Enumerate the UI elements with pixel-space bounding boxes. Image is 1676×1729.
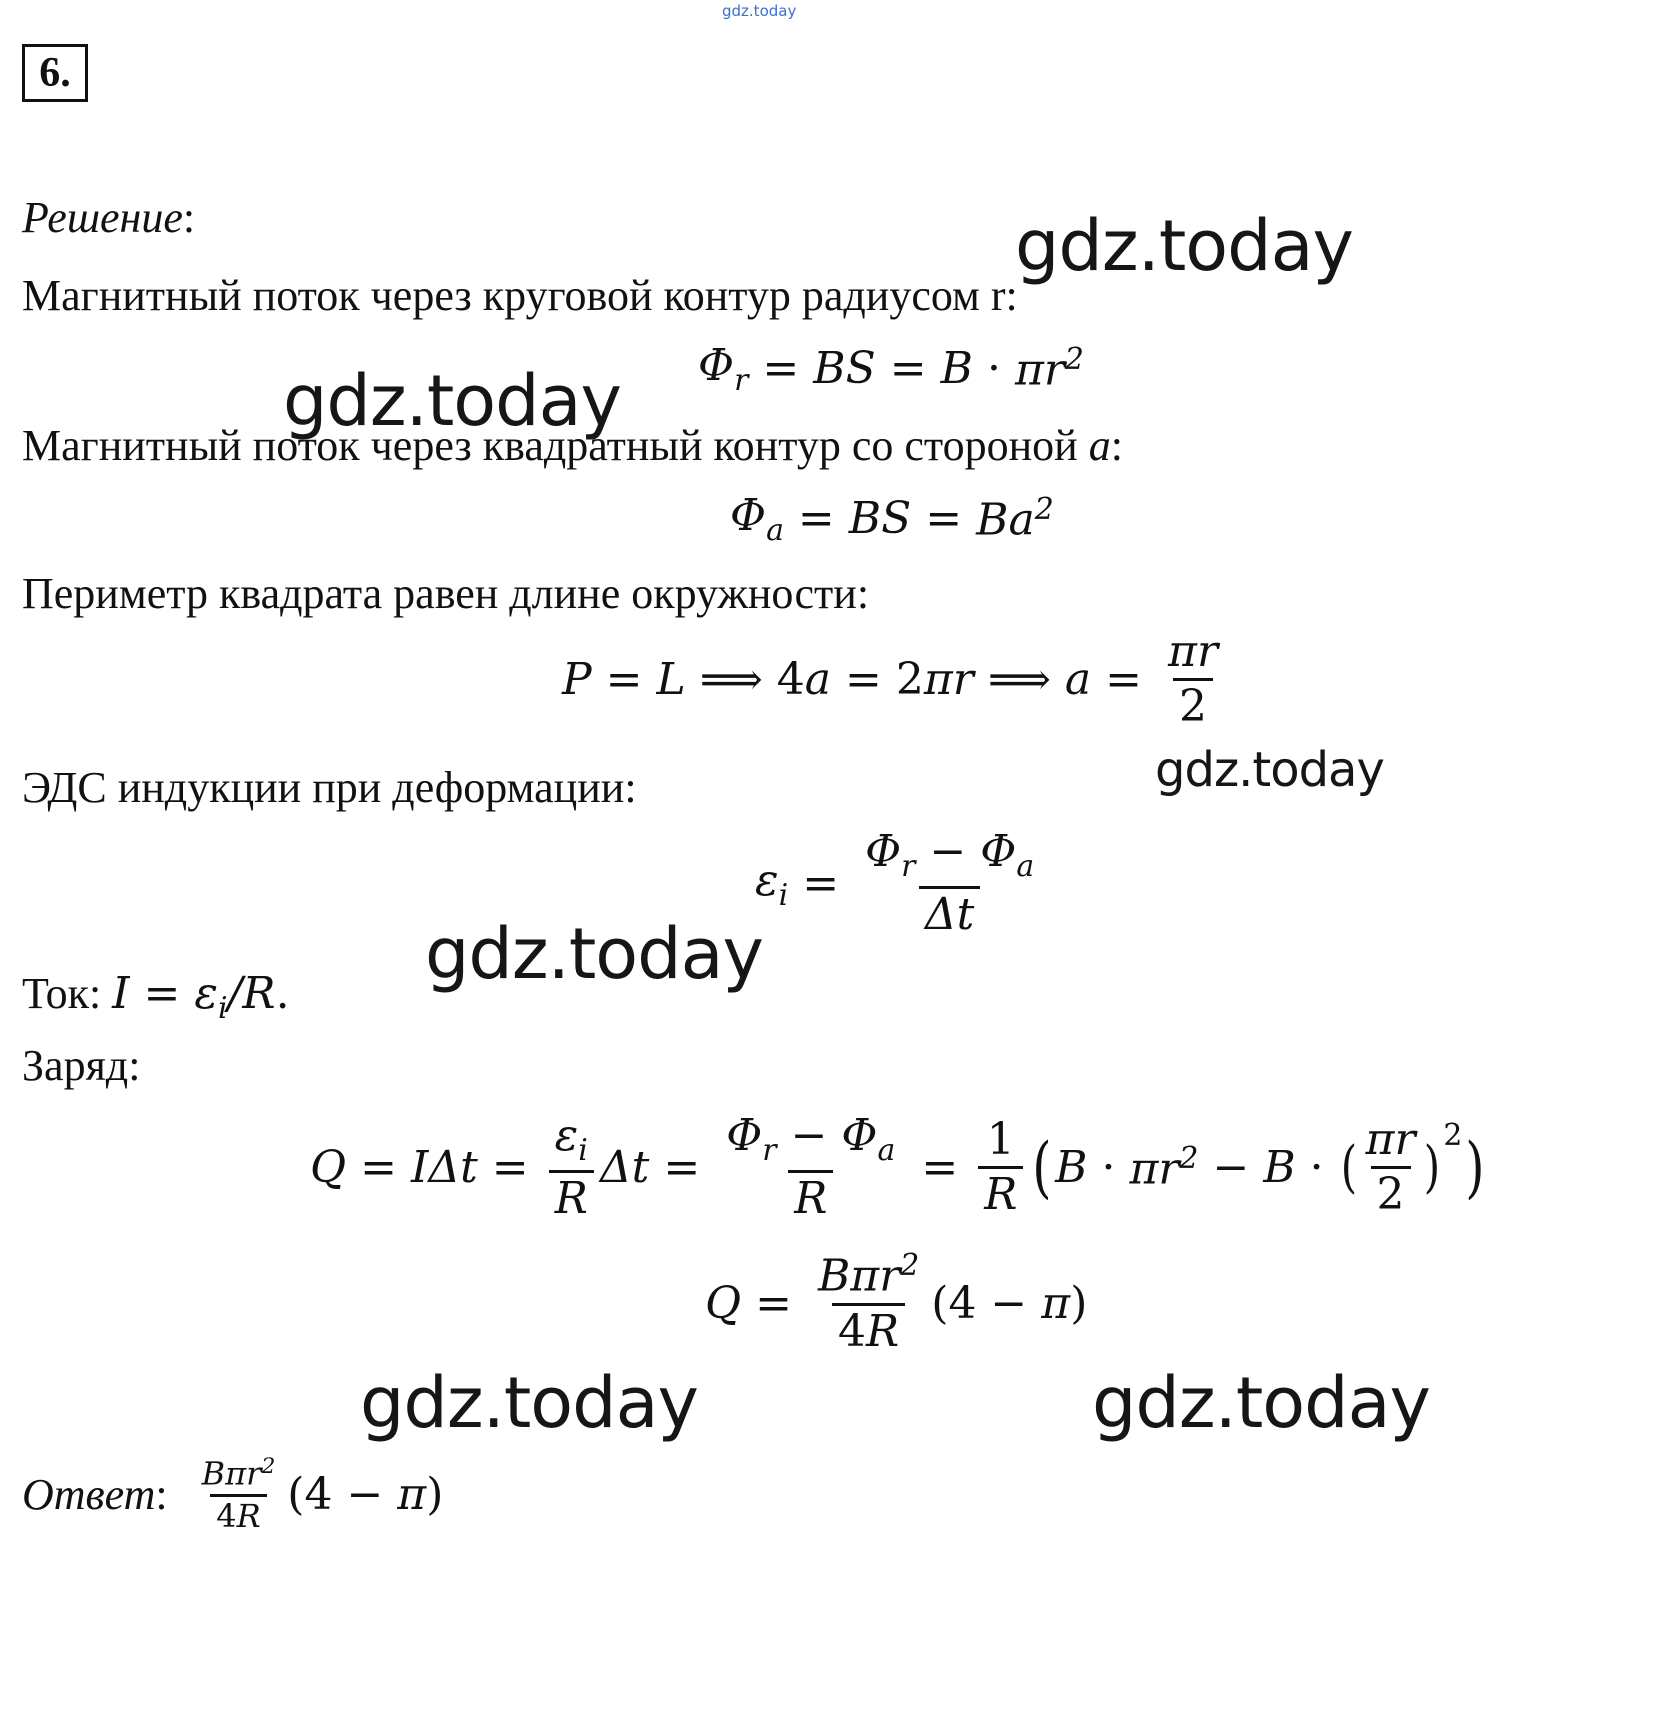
solution-heading: Решение: <box>22 193 196 242</box>
formula-flux-square: $\Phi_a$ = BS = Ba$^2$ <box>730 490 1054 548</box>
text-perimeter: Периметр квадрата равен длине окружности: <box>22 569 870 618</box>
formula-charge: Q = IΔt = $\frac{\varepsilon_i}{R}$ Δt = $\frac{\Phi_r - \Phi_a}{R}$ = $\frac{1}{R}$ ( B · $\pi r^2$ − B · ( $\frac{\pi r}{2}$ ) $^2$ ) <box>310 1110 1485 1224</box>
watermark: gdz.today <box>283 360 621 442</box>
text-flux-square: Магнитный поток через квадратный контур со стороной a: <box>22 421 1123 470</box>
formula-charge-result: Q = $\frac{B\pi r^2}{4R}$ (4 − π) <box>705 1248 1088 1358</box>
formula-emf: $\varepsilon_i$ = $\frac{\Phi_r - \Phi_a}{\Delta t}$ <box>755 826 1035 940</box>
watermark: gdz.today <box>1092 1362 1430 1444</box>
watermark: gdz.today <box>360 1362 698 1444</box>
watermark: gdz.today <box>425 913 763 995</box>
header-watermark: gdz.today <box>722 2 797 20</box>
formula-perimeter: P = L ⟹ 4a = 2πr ⟹ a = $\frac{\pi r}{2}$ <box>562 626 1218 733</box>
watermark: gdz.today <box>1155 742 1384 798</box>
formula-flux-circle: $\Phi_r$ = BS = B · $\pi r^2$ <box>698 340 1084 398</box>
text-flux-circle: Магнитный поток через круговой контур радиусом r: <box>22 271 1018 320</box>
text-charge: Заряд: <box>22 1041 141 1090</box>
answer: Ответ : $\frac{B\pi r^2}{4R}$ (4 − π) <box>22 1454 444 1535</box>
text-current: Ток: $I = \varepsilon_i/R$. <box>22 968 290 1026</box>
problem-number: 6. <box>22 44 88 102</box>
watermark: gdz.today <box>1015 205 1353 287</box>
text-emf: ЭДС индукции при деформации: <box>22 763 637 812</box>
